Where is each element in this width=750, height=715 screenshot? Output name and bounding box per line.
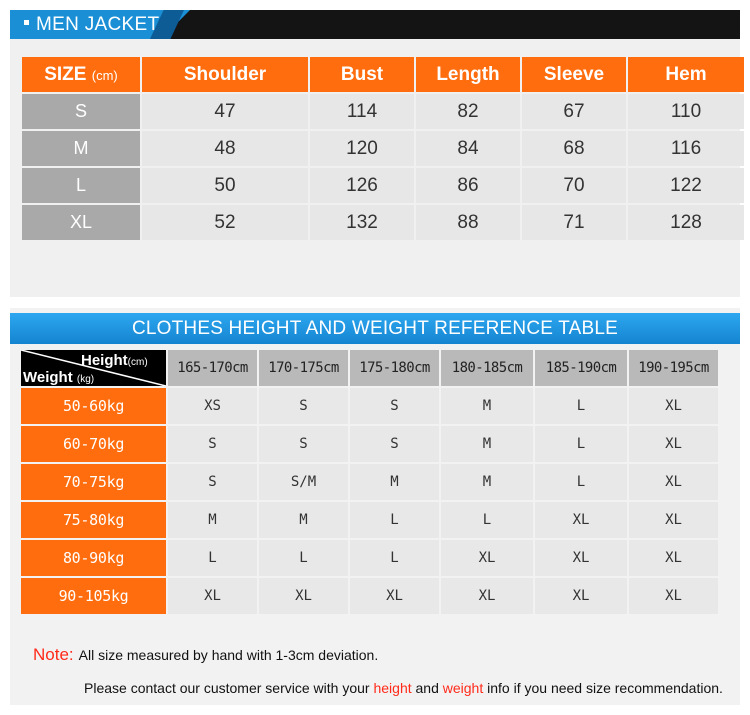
table-cell: XL (535, 578, 627, 614)
section-header (10, 10, 740, 39)
bullet-square-icon (24, 20, 29, 25)
table-cell: M (441, 426, 533, 462)
table-cell: L (535, 388, 627, 424)
contact-height-word: height (373, 680, 412, 696)
table-cell: S (350, 388, 439, 424)
corner-cell (21, 350, 166, 386)
table-cell: L (350, 540, 439, 576)
table-cell: 50 (142, 168, 308, 203)
reference-header-row (21, 350, 718, 386)
section-title-text: MEN JACKET (36, 14, 160, 35)
contact-and-word: and (415, 680, 439, 696)
table-cell: 52 (142, 205, 308, 240)
table-cell: 68 (522, 131, 626, 166)
table-cell: 71 (522, 205, 626, 240)
contact-weight-word: weight (442, 680, 484, 696)
table-cell: 122 (628, 168, 744, 203)
weight-label: 80-90kg (21, 540, 166, 576)
table-row (21, 464, 718, 500)
size-chart-table (20, 55, 746, 242)
table-cell: XL (441, 540, 533, 576)
table-cell: XL (629, 388, 718, 424)
table-cell: L (168, 540, 257, 576)
table-cell: 82 (416, 94, 520, 129)
contact-text-before: Please contact our customer service with your (84, 680, 370, 696)
height-header: 175-180cm (350, 350, 439, 386)
table-cell: 67 (522, 94, 626, 129)
table-cell: XL (629, 540, 718, 576)
table-row (21, 426, 718, 462)
table-cell: 110 (628, 94, 744, 129)
size-label: S (22, 94, 140, 129)
table-cell: XL (629, 426, 718, 462)
table-cell: L (259, 540, 348, 576)
table-cell: XL (535, 540, 627, 576)
size-label: XL (22, 205, 140, 240)
table-cell: S/M (259, 464, 348, 500)
height-header: 180-185cm (441, 350, 533, 386)
table-cell: L (441, 502, 533, 538)
contact-note (84, 680, 723, 696)
weight-label: 70-75kg (21, 464, 166, 500)
column-header: Hem (628, 57, 744, 92)
column-header: Shoulder (142, 57, 308, 92)
table-row (21, 388, 718, 424)
height-header: 185-190cm (535, 350, 627, 386)
table-cell: XL (629, 502, 718, 538)
table-row (21, 578, 718, 614)
table-cell: XL (629, 578, 718, 614)
table-cell: 120 (310, 131, 414, 166)
weight-label: 75-80kg (21, 502, 166, 538)
table-cell: 48 (142, 131, 308, 166)
table-cell: M (441, 464, 533, 500)
note-text: All size measured by hand with 1-3cm deviation. (78, 647, 379, 663)
section-title (24, 14, 159, 36)
weight-label: 90-105kg (21, 578, 166, 614)
table-cell: M (441, 388, 533, 424)
table-cell: XL (629, 464, 718, 500)
table-row (21, 540, 718, 576)
weight-label: 50-60kg (21, 388, 166, 424)
table-row (22, 168, 744, 203)
reference-title-banner: CLOTHES HEIGHT AND WEIGHT REFERENCE TABLE (10, 313, 740, 344)
table-cell: L (350, 502, 439, 538)
table-row (22, 94, 744, 129)
table-cell: S (259, 388, 348, 424)
table-cell: 126 (310, 168, 414, 203)
table-cell: 116 (628, 131, 744, 166)
corner-weight-label: Weight (kg) (23, 369, 95, 386)
table-cell: XL (350, 578, 439, 614)
table-cell: XL (535, 502, 627, 538)
table-cell: 47 (142, 94, 308, 129)
table-cell: XL (259, 578, 348, 614)
column-header: Bust (310, 57, 414, 92)
height-header: 165-170cm (168, 350, 257, 386)
size-header-cell: SIZE (cm) (22, 57, 140, 92)
size-label: L (22, 168, 140, 203)
corner-height-label: Height(cm) (81, 352, 148, 369)
table-row (21, 502, 718, 538)
table-cell: 128 (628, 205, 744, 240)
table-cell: M (259, 502, 348, 538)
height-header: 170-175cm (259, 350, 348, 386)
table-cell: L (535, 464, 627, 500)
table-cell: XS (168, 388, 257, 424)
column-header: Sleeve (522, 57, 626, 92)
column-header: Length (416, 57, 520, 92)
table-row (22, 131, 744, 166)
table-cell: 86 (416, 168, 520, 203)
table-cell: S (350, 426, 439, 462)
table-cell: XL (168, 578, 257, 614)
table-row (22, 205, 744, 240)
table-cell: S (168, 426, 257, 462)
size-label: M (22, 131, 140, 166)
table-cell: L (535, 426, 627, 462)
weight-label: 60-70kg (21, 426, 166, 462)
height-header: 190-195cm (629, 350, 718, 386)
contact-text-after: info if you need size recommendation. (487, 680, 723, 696)
table-cell: 88 (416, 205, 520, 240)
table-cell: 114 (310, 94, 414, 129)
table-cell: M (350, 464, 439, 500)
measurement-note (33, 645, 378, 665)
table-cell: 132 (310, 205, 414, 240)
table-cell: S (259, 426, 348, 462)
table-cell: M (168, 502, 257, 538)
table-cell: S (168, 464, 257, 500)
size-chart-header-row (22, 57, 744, 92)
reference-table (19, 348, 720, 616)
note-label: Note: (33, 645, 74, 664)
table-cell: XL (441, 578, 533, 614)
table-cell: 70 (522, 168, 626, 203)
table-cell: 84 (416, 131, 520, 166)
